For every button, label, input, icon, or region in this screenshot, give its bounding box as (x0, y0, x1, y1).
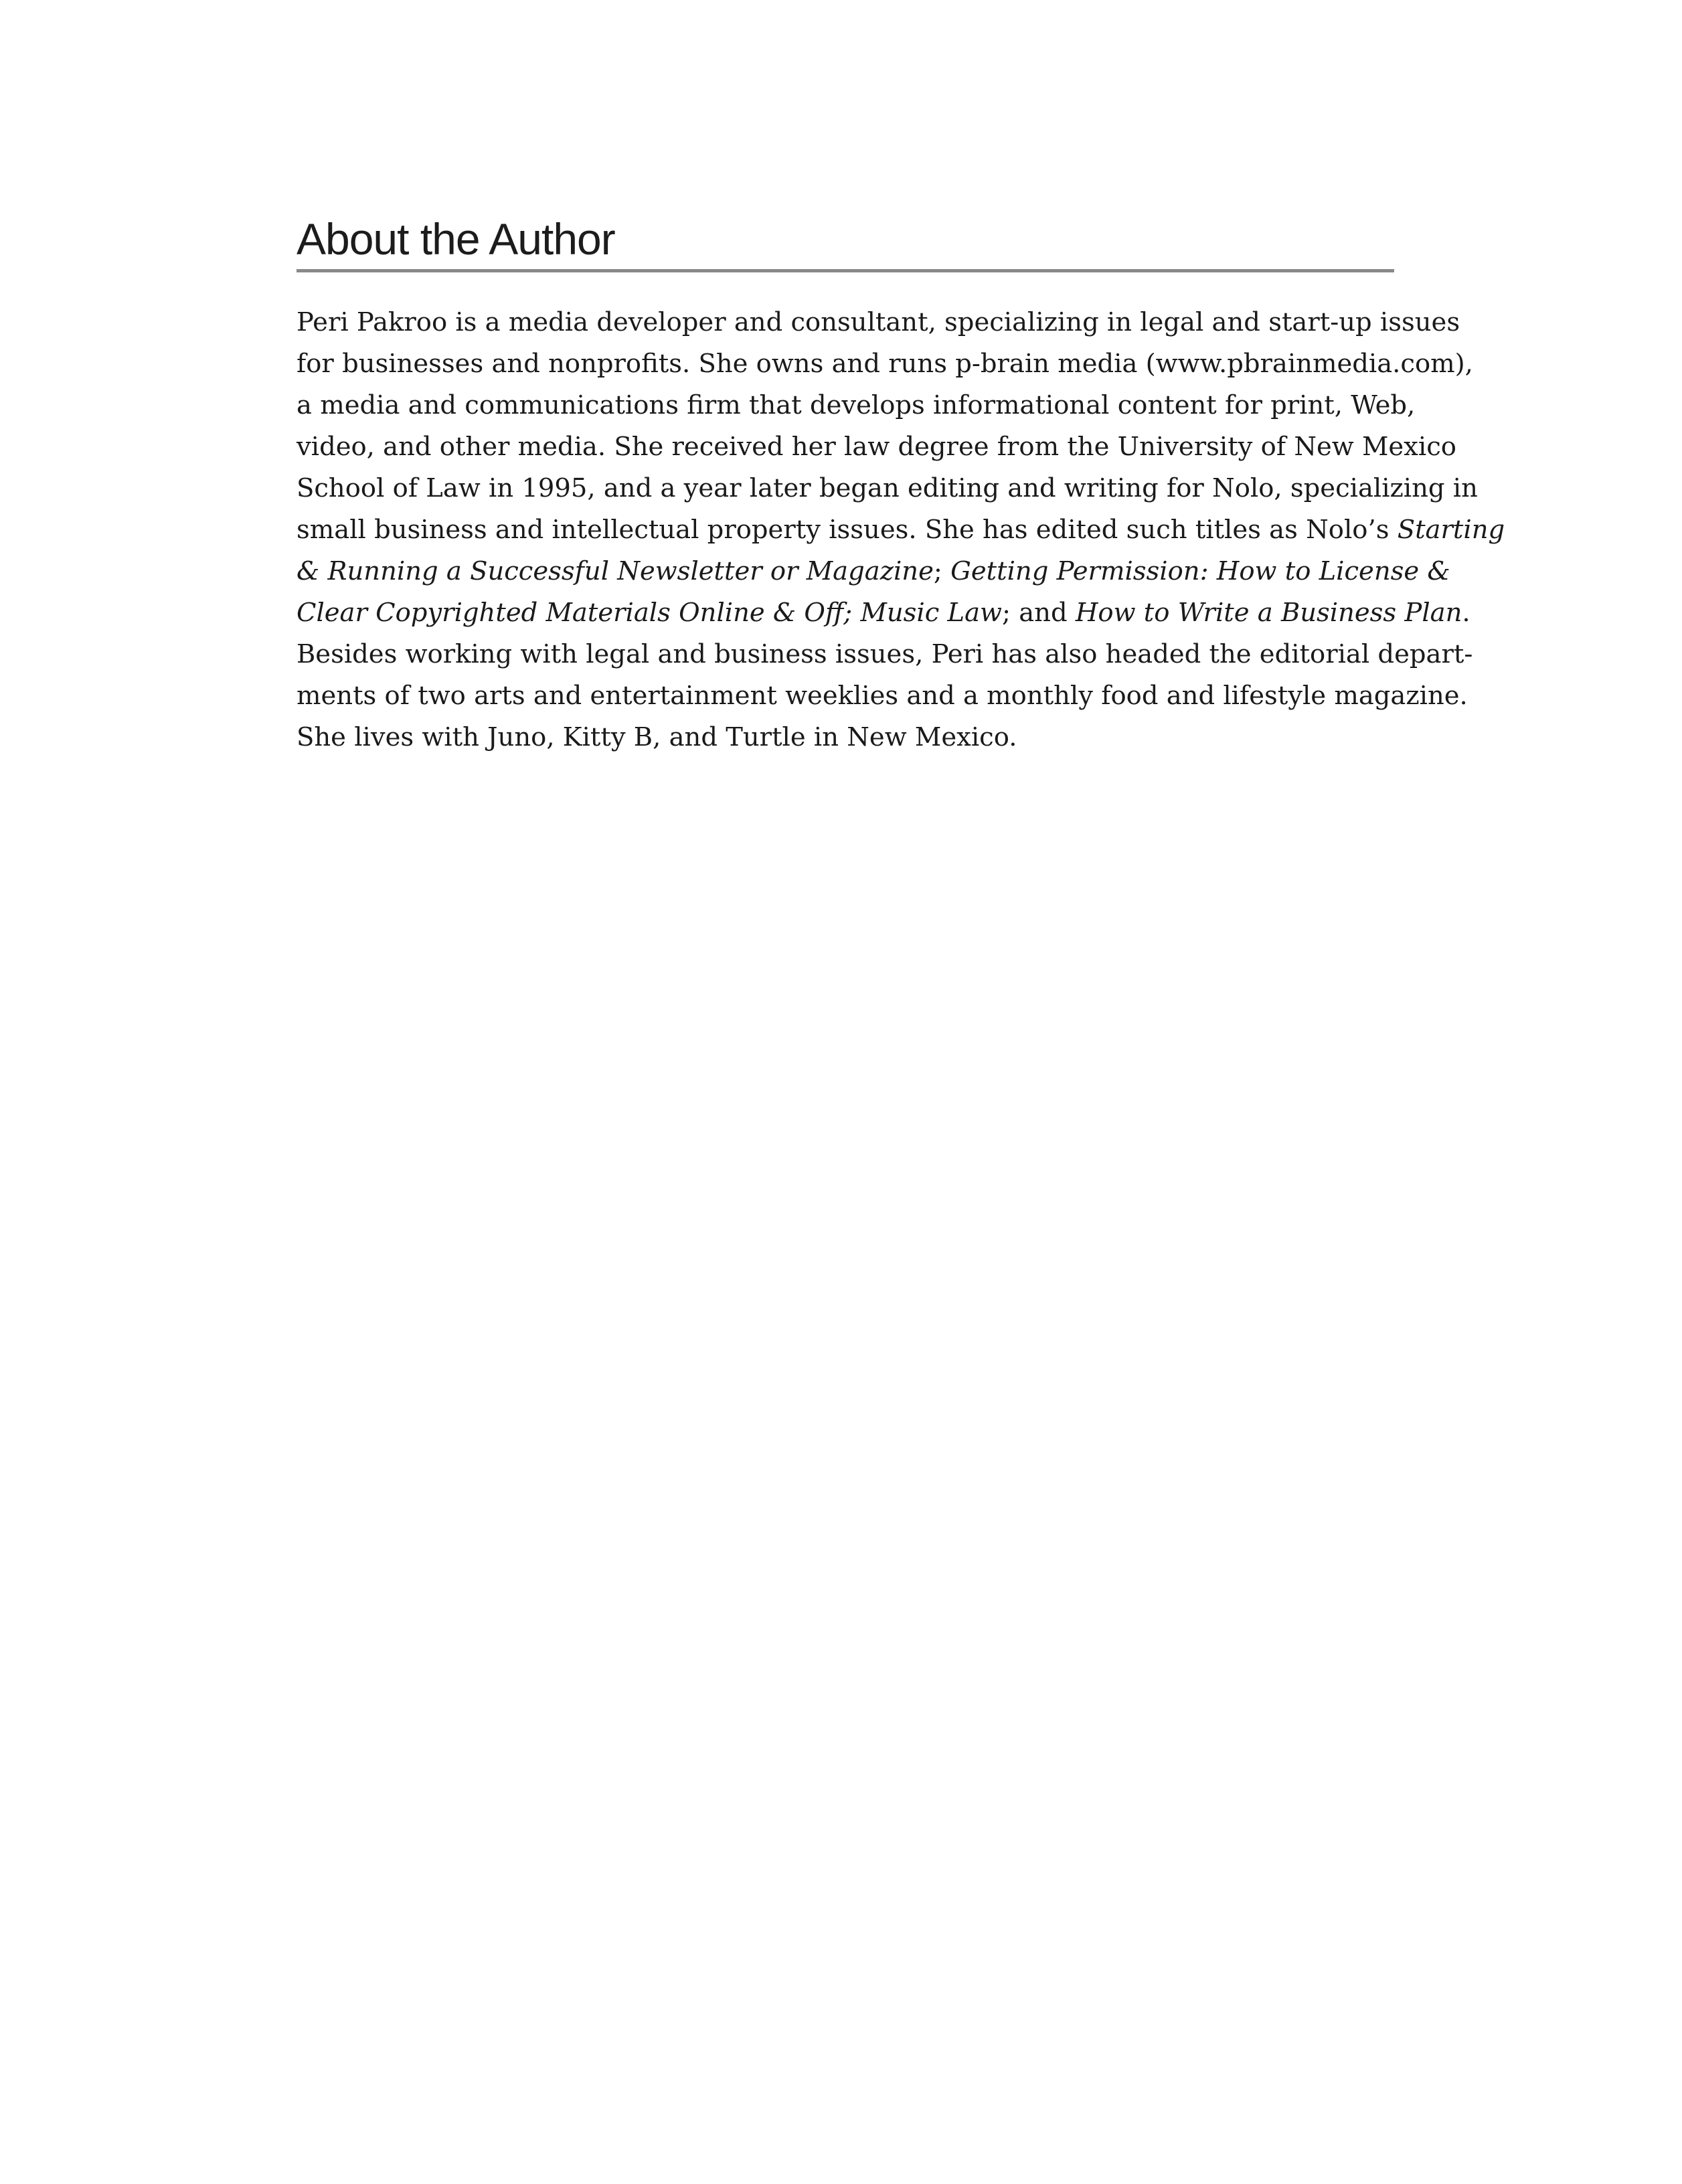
bio-line: School of Law in 1995, and a year later began editing and writing for Nolo, specializing in (297, 473, 1478, 503)
bio-line: video, and other media. She received her law degree from the University of New Mexico (297, 432, 1456, 462)
bio-line (297, 592, 1470, 634)
section-heading: About the Author (297, 214, 615, 264)
bio-line (297, 551, 1450, 592)
bio-line: She lives with Juno, Kitty B, and Turtle in New Mexico. (297, 722, 1017, 752)
bio-line: Peri Pakroo is a media developer and consultant, specializing in legal and start-up issues (297, 307, 1460, 337)
about-author-section (297, 213, 1505, 758)
bio-text: . (1462, 598, 1470, 628)
bio-line: Besides working with legal and business issues, Peri has also headed the editorial depart- (297, 639, 1473, 669)
bio-text: small business and intellectual property issues. She has edited such titles as Nolo’s (297, 515, 1398, 545)
bio-line (297, 509, 1505, 551)
book-title: How to Write a Business Plan (1075, 598, 1462, 628)
bio-line: ments of two arts and entertainment weeklies and a monthly food and lifestyle magazine. (297, 681, 1468, 711)
book-title: Starting (1397, 515, 1505, 545)
bio-line: for businesses and nonprofits. She owns and runs p-brain media (www.pbrainmedia.com), (297, 349, 1473, 379)
author-bio (297, 302, 1505, 758)
book-title: & Running a Successful Newsletter or Magazine (297, 556, 934, 586)
bio-text: ; (933, 556, 951, 586)
book-title: Clear Copyrighted Materials Online & Off; Music Law (297, 598, 1003, 628)
bio-text: ; and (1002, 598, 1076, 628)
bio-line: a media and communications firm that develops informational content for print, Web, (297, 390, 1416, 420)
book-title: Getting Permission: How to License & (950, 556, 1450, 586)
heading-rule (297, 269, 1394, 272)
